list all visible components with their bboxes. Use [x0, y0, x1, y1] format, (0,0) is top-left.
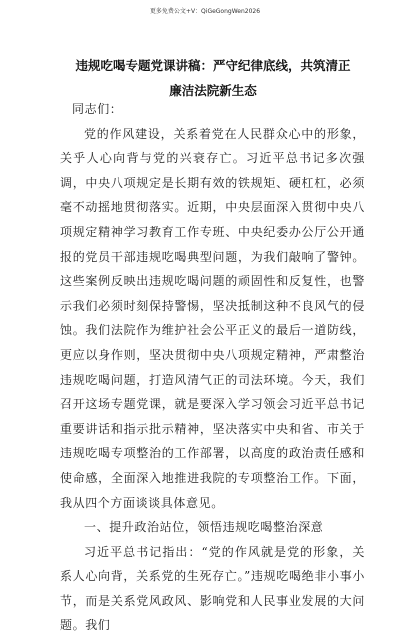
greeting: 同志们：: [72, 102, 123, 116]
section-heading-1: 一、提升政治站位，领悟违规吃喝整治深意: [84, 520, 324, 535]
header-note: 更多免费公文+V：QiGeGongWen2026: [149, 8, 261, 15]
paragraph-intro: 党的作风建设，关系着党在人民群众心中的形象，关乎人心向背与党的兴衰存亡。习近平总书记多次强调，中央八项规定是长期有效的铁规矩、硬杠杠，必须毫不动摇地贯彻落实。近期，中央层面深入贯彻中央八项规定精神学习教育工作专班、中央纪委办公厅公开通报的党员干部违规吃喝典型问题，为我们敲响了警钟。这些案例反映出违规吃喝问题的顽固性和反复性，也警示我们必须时刻保持警惕，坚决抵制这种不良风气的侵蚀。我们法院作为维护社会公平正义的最后一道防线，更应以身作则，坚决贯彻中央八项规定精神，严肃整治违规吃喝问题，打造风清气正的司法环境。今天，我们召开这场专题党课，就是要深入学习领会习近平总书记重要讲话和指示批示精神，坚决落实中央和省、市关于违规吃喝专项整治的工作部署，以高度的政治责任感和使命感，全面深入地推进我院的专项整治工作。下面，我从四个方面谈谈具体意见。: [60, 126, 365, 510]
paragraph-section-1: 习近平总书记指出：“党的作风就是党的形象，关系人心向背，关系党的生死存亡。”违规吃喝绝非小事小节，而是关系党风政风、影响党和人民事业发展的大问题。我们: [60, 544, 365, 633]
document-body: [60, 97, 365, 638]
document-title: 违规吃喝专题党课讲稿：严守纪律底线，共筑清正廉洁法院新生态: [75, 58, 351, 98]
